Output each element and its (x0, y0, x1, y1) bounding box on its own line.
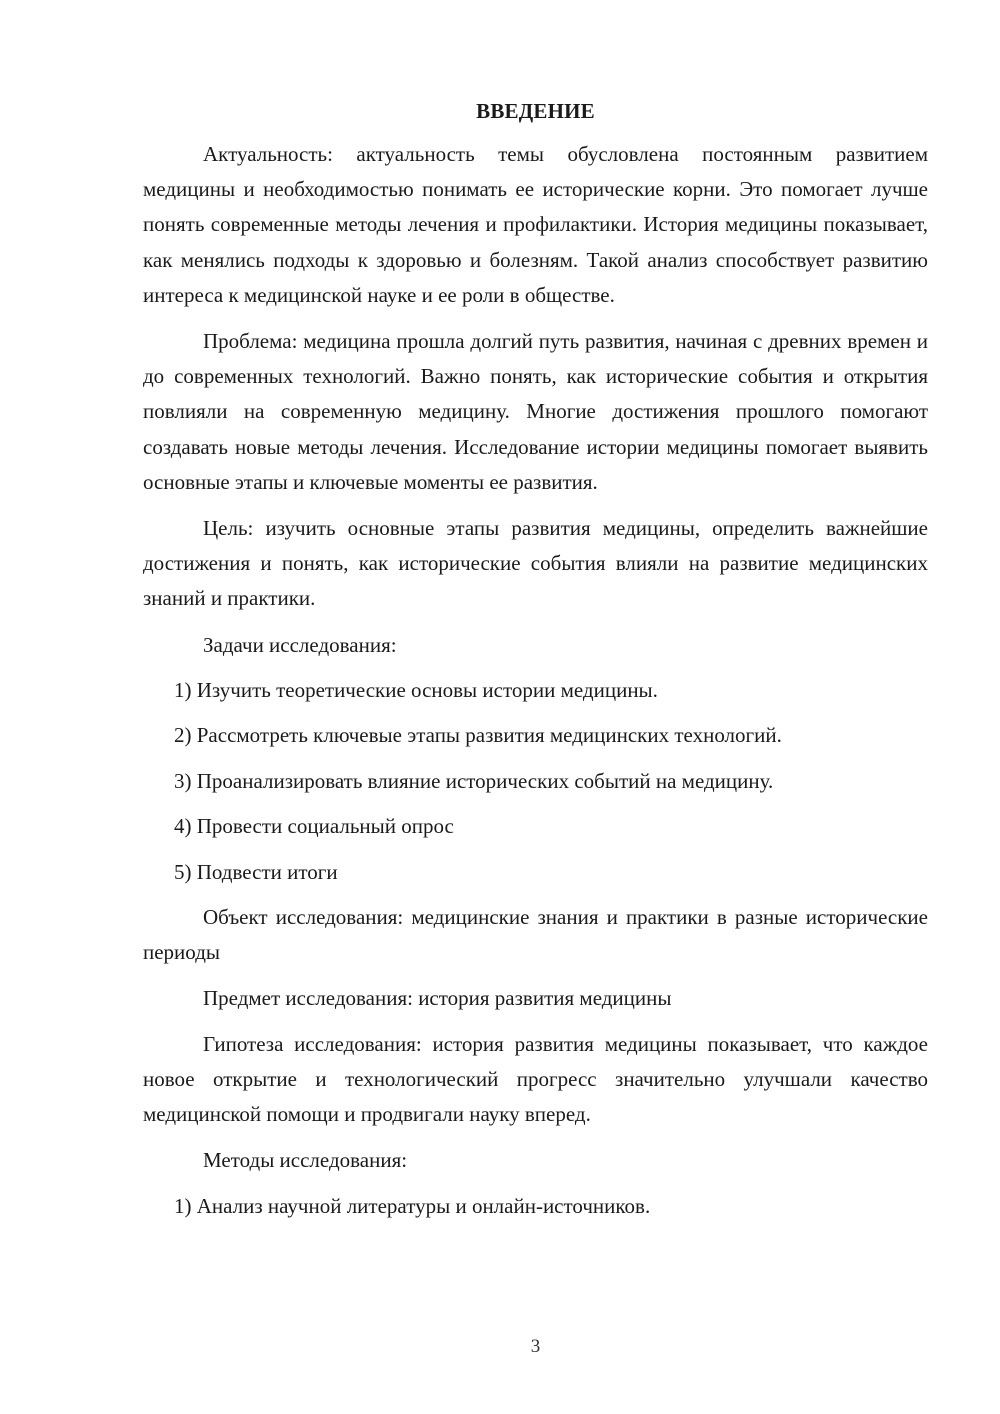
list-item: 1) Изучить теоретические основы истории медицины. (174, 678, 658, 703)
methods-heading: Методы исследования: (203, 1148, 408, 1173)
relevance-paragraph: Актуальность: актуальность темы обусловлена постоянным развитием медицины и необходимостью понимать ее исторические корни. Это помогает лучше понять современные методы лечения и профилактики. История медицины показывает, как менялись подходы к здоровью и болезням. Такой анализ способствует развитию интереса к медицинской науке и ее роли в обществе. (143, 142, 928, 307)
list-item: 5) Подвести итоги (174, 859, 338, 884)
page-number: 3 (530, 1336, 541, 1357)
object-paragraph: Объект исследования: медицинские знания и практики в разные исторические периоды (143, 904, 928, 965)
hypothesis-paragraph: Гипотеза исследования: история развития медицины показывает, что каждое новое открытие и технологический прогресс значительно улучшали качество медицинской помощи и продвигали науку вперед. (143, 1031, 928, 1127)
methods-list (143, 1189, 928, 1224)
goal-paragraph: Цель: изучить основные этапы развития медицины, определить важнейшие достижения и понять, как исторические события влияли на развитие медицинских знаний и практики. (143, 516, 928, 611)
tasks-list (143, 673, 928, 890)
list-item: 2) Рассмотреть ключевые этапы развития медицинских технологий. (174, 723, 782, 748)
section-title: ВВЕДЕНИЕ (476, 99, 595, 123)
list-item: 1) Анализ научной литературы и онлайн-источников. (174, 1193, 651, 1218)
problem-paragraph: Проблема: медицина прошла долгий путь развития, начиная с древних времен и до современных технологий. Важно понять, как исторические события и открытия повлияли на современную медицину. Многие достижения прошлого помогают создавать новые методы лечения. Исследование истории медицины помогает выявить основные этапы и ключевые моменты ее развития. (143, 329, 928, 494)
subject-paragraph: Предмет исследования: история развития медицины (203, 986, 672, 1011)
tasks-heading: Задачи исследования: (203, 632, 397, 657)
document-page (143, 96, 928, 1234)
list-item: 4) Провести социальный опрос (174, 814, 454, 839)
list-item: 3) Проанализировать влияние исторических событий на медицину. (174, 768, 774, 793)
